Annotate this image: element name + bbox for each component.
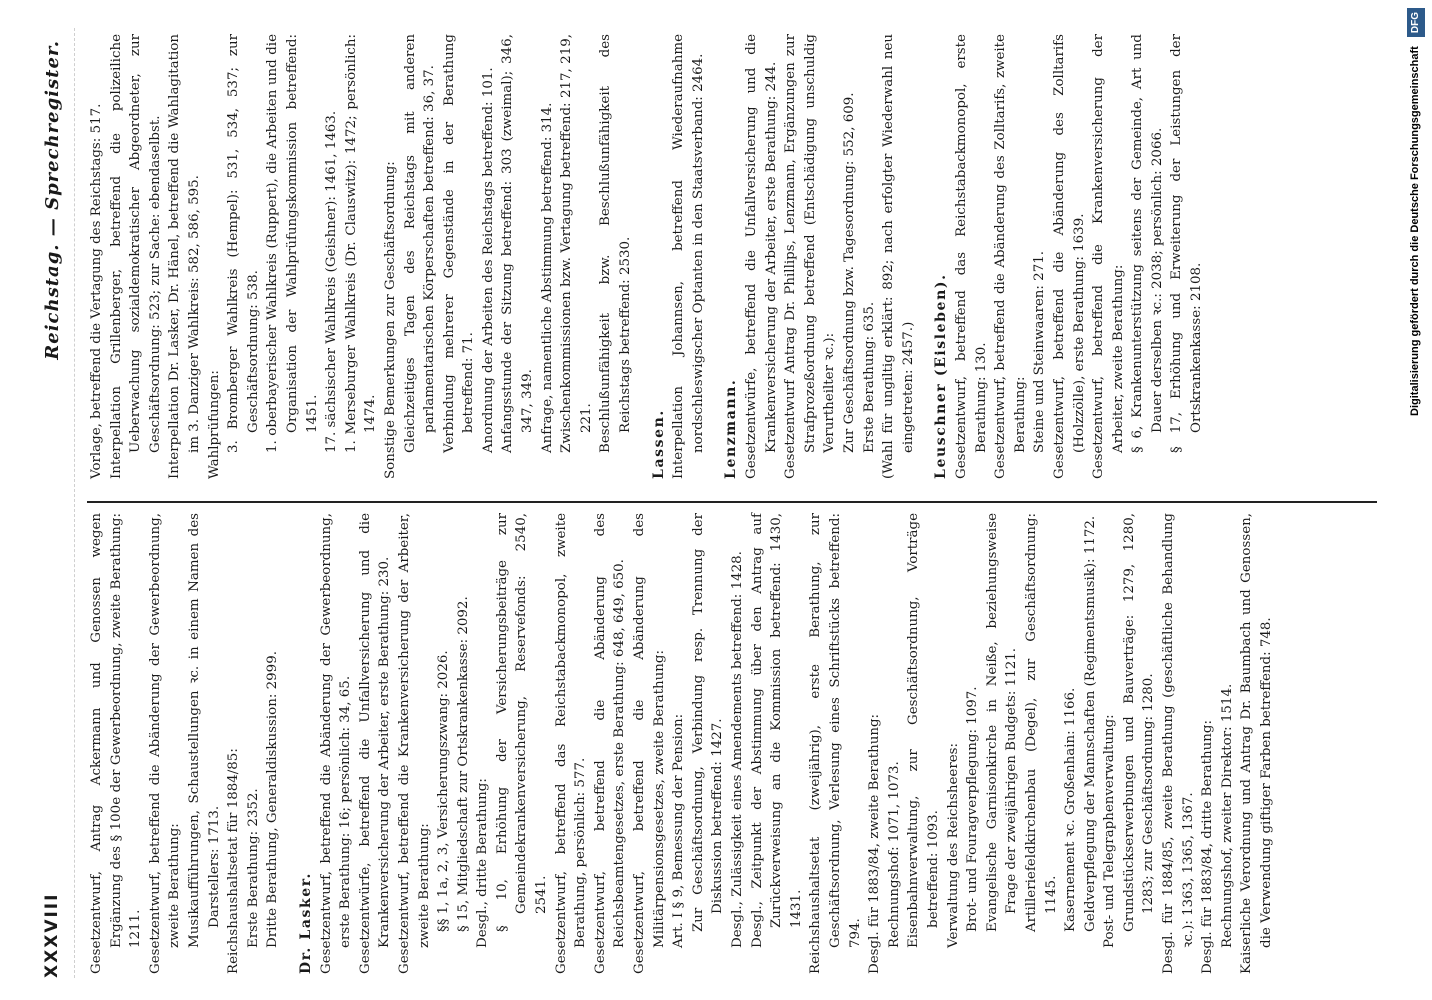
index-entry: Gesetzentwurf, betreffend die Abänderung des Reichsbeamtengesetzes, erste Berathung: 648, 649, 650.: [592, 513, 628, 974]
page-header: [40, 28, 75, 978]
digitization-credit: [1404, 8, 1426, 992]
index-subentry: Geldverpflegung der Mannschaften (Regimentsmusik): 1172.: [1082, 515, 1098, 932]
index-entry: Interpellation Dr. Lasker, Dr. Hänel, betreffend die Wahlagitation im 3. Danziger Wahlkreis: 582, 586, 595.: [167, 34, 202, 479]
index-subentry: Post- und Telegraphenverwaltung:: [1102, 714, 1118, 948]
index-subentry: Zur Geschäftsordnung bzw. Tagesordnung: 552, 609.: [841, 92, 857, 453]
index-subentry: Anordnung der Arbeiten des Reichstags betreffend: 101.: [480, 67, 496, 453]
dfg-logo: DFG: [1407, 8, 1425, 37]
two-column-body: [87, 28, 1377, 978]
speaker-heading-leuschner: Leuschner (Eisleben).: [933, 273, 950, 479]
index-subentry: Art. I § 9, Bemessung der Pension:: [671, 713, 687, 948]
index-subentry: Kasernement ꝛc. Großenhain: 1166.: [1063, 687, 1079, 932]
index-entry: Gesetzentwurf, Antrag Ackermann und Genossen wegen Ergänzung des § 100e der Gewerbeordnung, zweite Berathung: 1211.: [89, 513, 144, 974]
index-subentry: §§ 1, 1a, 2, 3, Versicherungszwang: 2026.: [436, 650, 452, 932]
digitization-credit-text: Digitalisierung gefördert durch die Deutsche Forschungsgemeinschaft: [1409, 46, 1421, 416]
index-entry: Gesetzentwurf, betreffend die Krankenversicherung der Arbeiter, zweite Berathung:: [1091, 34, 1126, 479]
index-subentry: Desgl., Zulässigkeit eines Amendements betreffend: 1428.: [730, 551, 745, 948]
index-subentry: Steine und Steinwaaren: 271.: [1032, 251, 1048, 453]
index-subentry: § 6, Krankenunterstützung seitens der Gemeinde, Art und Dauer derselben ꝛc.: 2038; persönlich: 2066.: [1130, 34, 1165, 453]
index-subentry: 3. Bromberger Wahlkreis (Hempel): 531, 534, 537; zur Geschäftsordnung: 538.: [226, 34, 261, 453]
index-entry: Reichshaushaltsetat (zweijährig), erste Berathung, zur Geschäftsordnung, Verlesung eines Schriftstücks betreffend: 794.: [808, 513, 863, 974]
index-entry: Sonstige Bemerkungen zur Geschäftsordnung:: [382, 161, 398, 479]
index-entry: Desgl. für 1883/84, zweite Berathung:: [867, 713, 883, 974]
index-entry: Reichshaushaltsetat für 1884/85:: [226, 748, 242, 974]
speaker-heading-lassen: Lassen.: [650, 409, 667, 479]
index-entry: Gesetzentwurf, betreffend die Abänderung des Zolltarifs, zweite Berathung:: [993, 34, 1028, 479]
right-column: [87, 28, 1377, 503]
index-entry: Gesetzentwürfe, betreffend die Unfallversicherung und die Krankenversicherung der Arbeiter, erste Berathung: 230.: [357, 513, 393, 974]
left-column: [87, 503, 1377, 978]
index-subentry: Eisenbahnverwaltung, zur Geschäftsordnung, Vorträge betreffend: 1093.: [906, 513, 941, 948]
speaker-heading-lasker: Dr. Lasker.: [297, 872, 314, 974]
index-subentry: 1. Merseburger Wahlkreis (Dr. Clauswitz): 1472; persönlich: 1474.: [343, 34, 379, 453]
index-subentry: Rechnungshof: 1071, 1073.: [886, 761, 902, 948]
index-subentry: Rechnungshof, zweiter Direktor: 1514.: [1219, 683, 1235, 948]
index-entry: Gesetzentwürfe, betreffend die Unfallversicherung und die Krankenversicherung der Arbeiter, erste Berathung: 244.: [744, 34, 779, 479]
index-subentry: Desgl., Zeitpunkt der Abstimmung über den Antrag auf Zurückverweisung an die Kommission betreffend: 1430, 1431.: [749, 513, 804, 948]
index-entry: Wahlprüfungen:: [206, 370, 222, 479]
index-subentry: Beschlußunfähigkeit bzw. Beschlußunfähigkeit des Reichstags betreffend: 2530.: [598, 34, 634, 453]
index-subentry: 1. oberbayerischer Wahlkreis (Ruppert), die Arbeiten und die Organisation der Wahlprüfungskommission betreffend: 1451.: [265, 34, 320, 453]
index-entry: Vorlage, betreffend die Vertagung des Reichstags: 517.: [89, 103, 104, 479]
index-subentry: Anfangsstunde der Sitzung betreffend: 303 (zweimal); 346, 347, 349.: [500, 34, 536, 453]
index-subentry: Brot- und Fouragverpflegung: 1097.: [965, 686, 981, 932]
index-subentry: § 17, Erhöhung und Erweiterung der Leistungen der Ortskrankenkasse: 2108.: [1169, 34, 1205, 453]
index-subentry: Zwischenkommissionen bzw. Vertagung betreffend: 217, 219, 221.: [559, 34, 594, 453]
running-title: Reichstag. — Sprechregister.: [42, 40, 63, 360]
index-subentry: Dritte Berathung, Generaldiskussion: 2999.: [265, 651, 281, 948]
index-subentry: Evangelische Garnisonkirche in Neiße, beziehungsweise Frage der zweijährigen Budgets: 1121.: [984, 513, 1020, 932]
index-subentry: 17. sächsischer Wahlkreis (Geishner): 1461, 1463.: [324, 110, 340, 453]
index-subentry: Verbindung mehrerer Gegenstände in der Berathung betreffend: 71.: [441, 34, 477, 453]
index-entry: Interpellation Johannsen, betreffend Wiederaufnahme nordschleswigscher Optanten in den Staatsverband: 2464.: [671, 34, 706, 479]
index-entry: Gesetzentwurf, betreffend die Abänderung der Gewerbeordnung, erste Berathung: 16; persönlich: 34, 65.: [318, 513, 354, 974]
index-entry: (Wahl für ungiltig erklärt: 892; nach erfolgter Wiederwahl neu eingetreten: 2457.): [881, 34, 916, 479]
index-subentry: § 10, Erhöhung der Versicherungsbeiträge zur Gemeindekrankenversicherung, Reservefonds: 2540, 2541.: [494, 513, 550, 932]
index-subentry: Anfrage, namentliche Abstimmung betreffend: 314.: [539, 102, 555, 453]
index-entry: Desgl. für 1883/84, dritte Berathung:: [1200, 720, 1216, 974]
index-subentry: Verwaltung des Reichsheeres:: [945, 742, 961, 948]
index-subentry: Erste Berathung: 635.: [861, 301, 877, 453]
index-subentry: Erste Berathung: 2352.: [245, 788, 261, 948]
index-entry: Gesetzentwurf, betreffend das Reichstabackmonopol, zweite Berathung, persönlich: 577.: [553, 513, 589, 974]
index-subentry: Musikaufführungen, Schaustellungen ꝛc. in einem Namen des Darstellers: 1713.: [186, 513, 222, 948]
speaker-heading-lenzmann: Lenzmann.: [723, 378, 740, 479]
index-entry: Gesetzentwurf Antrag Dr. Phillips, Lenzmann, Ergänzungen zur Strafprozeßordnung betreffend (Entschädigung unschuldig Verurtheilter ꝛc.):: [783, 34, 838, 479]
index-entry: Gesetzentwurf, betreffend die Abänderung der Gewerbeordnung, zweite Berathung:: [147, 513, 183, 974]
index-subentry: Desgl., dritte Berathung:: [475, 778, 491, 948]
index-entry: Gesetzentwurf, betreffend die Abänderung des Militärpensionsgesetzes, zweite Berathung:: [632, 513, 667, 974]
digitization-credit-text-wrap: [1404, 8, 1426, 992]
index-subentry: § 15, Mitgliedschaft zur Ortskrankenkasse: 2092.: [455, 596, 471, 932]
index-entry: Desgl. für 1884/85, zweite Berathung (geschäftliche Behandlung ꝛc.): 1363, 1365, 1367.: [1161, 513, 1196, 974]
index-entry: Kaiserliche Verordnung und Antrag Dr. Baumbach und Genossen, die Verwendung giftiger Farben betreffend: 748.: [1239, 513, 1275, 974]
index-entry: Gesetzentwurf, betreffend die Krankenversicherung der Arbeiter, zweite Berathung:: [396, 513, 432, 974]
index-subentry: Zur Geschäftsordnung, Verbindung resp. Trennung der Diskussion betreffend: 1427.: [690, 513, 726, 932]
index-subentry: Artilleriefeldkirchenbau (Degel), zur Geschäftsordnung: 1145.: [1023, 513, 1059, 932]
page-number: XXXVIII: [42, 892, 62, 978]
index-entry: Gesetzentwurf, betreffend die Abänderung des Zolltarifs (Holzzölle), erste Berathung: 1639.: [1051, 34, 1087, 479]
index-entry: Interpellation Grillenberger, betreffend die polizeiliche Ueberwachung sozialdemokratischer Abgeordneter, zur Geschäftsordnung: 523; zur Sache: ebendaselbst.: [108, 34, 163, 479]
index-subentry: Gleichzeitiges Tagen des Reichstags mit anderen parlamentarischen Körperschaften betreffend: 36, 37.: [402, 34, 438, 453]
index-subentry: Grundstückserwerbungen und Bauverträge: 1279, 1280, 1283; zur Geschäftsordnung: 1280.: [1121, 513, 1157, 932]
index-entry: Gesetzentwurf, betreffend das Reichstabackmonopol, erste Berathung: 130.: [953, 34, 989, 479]
